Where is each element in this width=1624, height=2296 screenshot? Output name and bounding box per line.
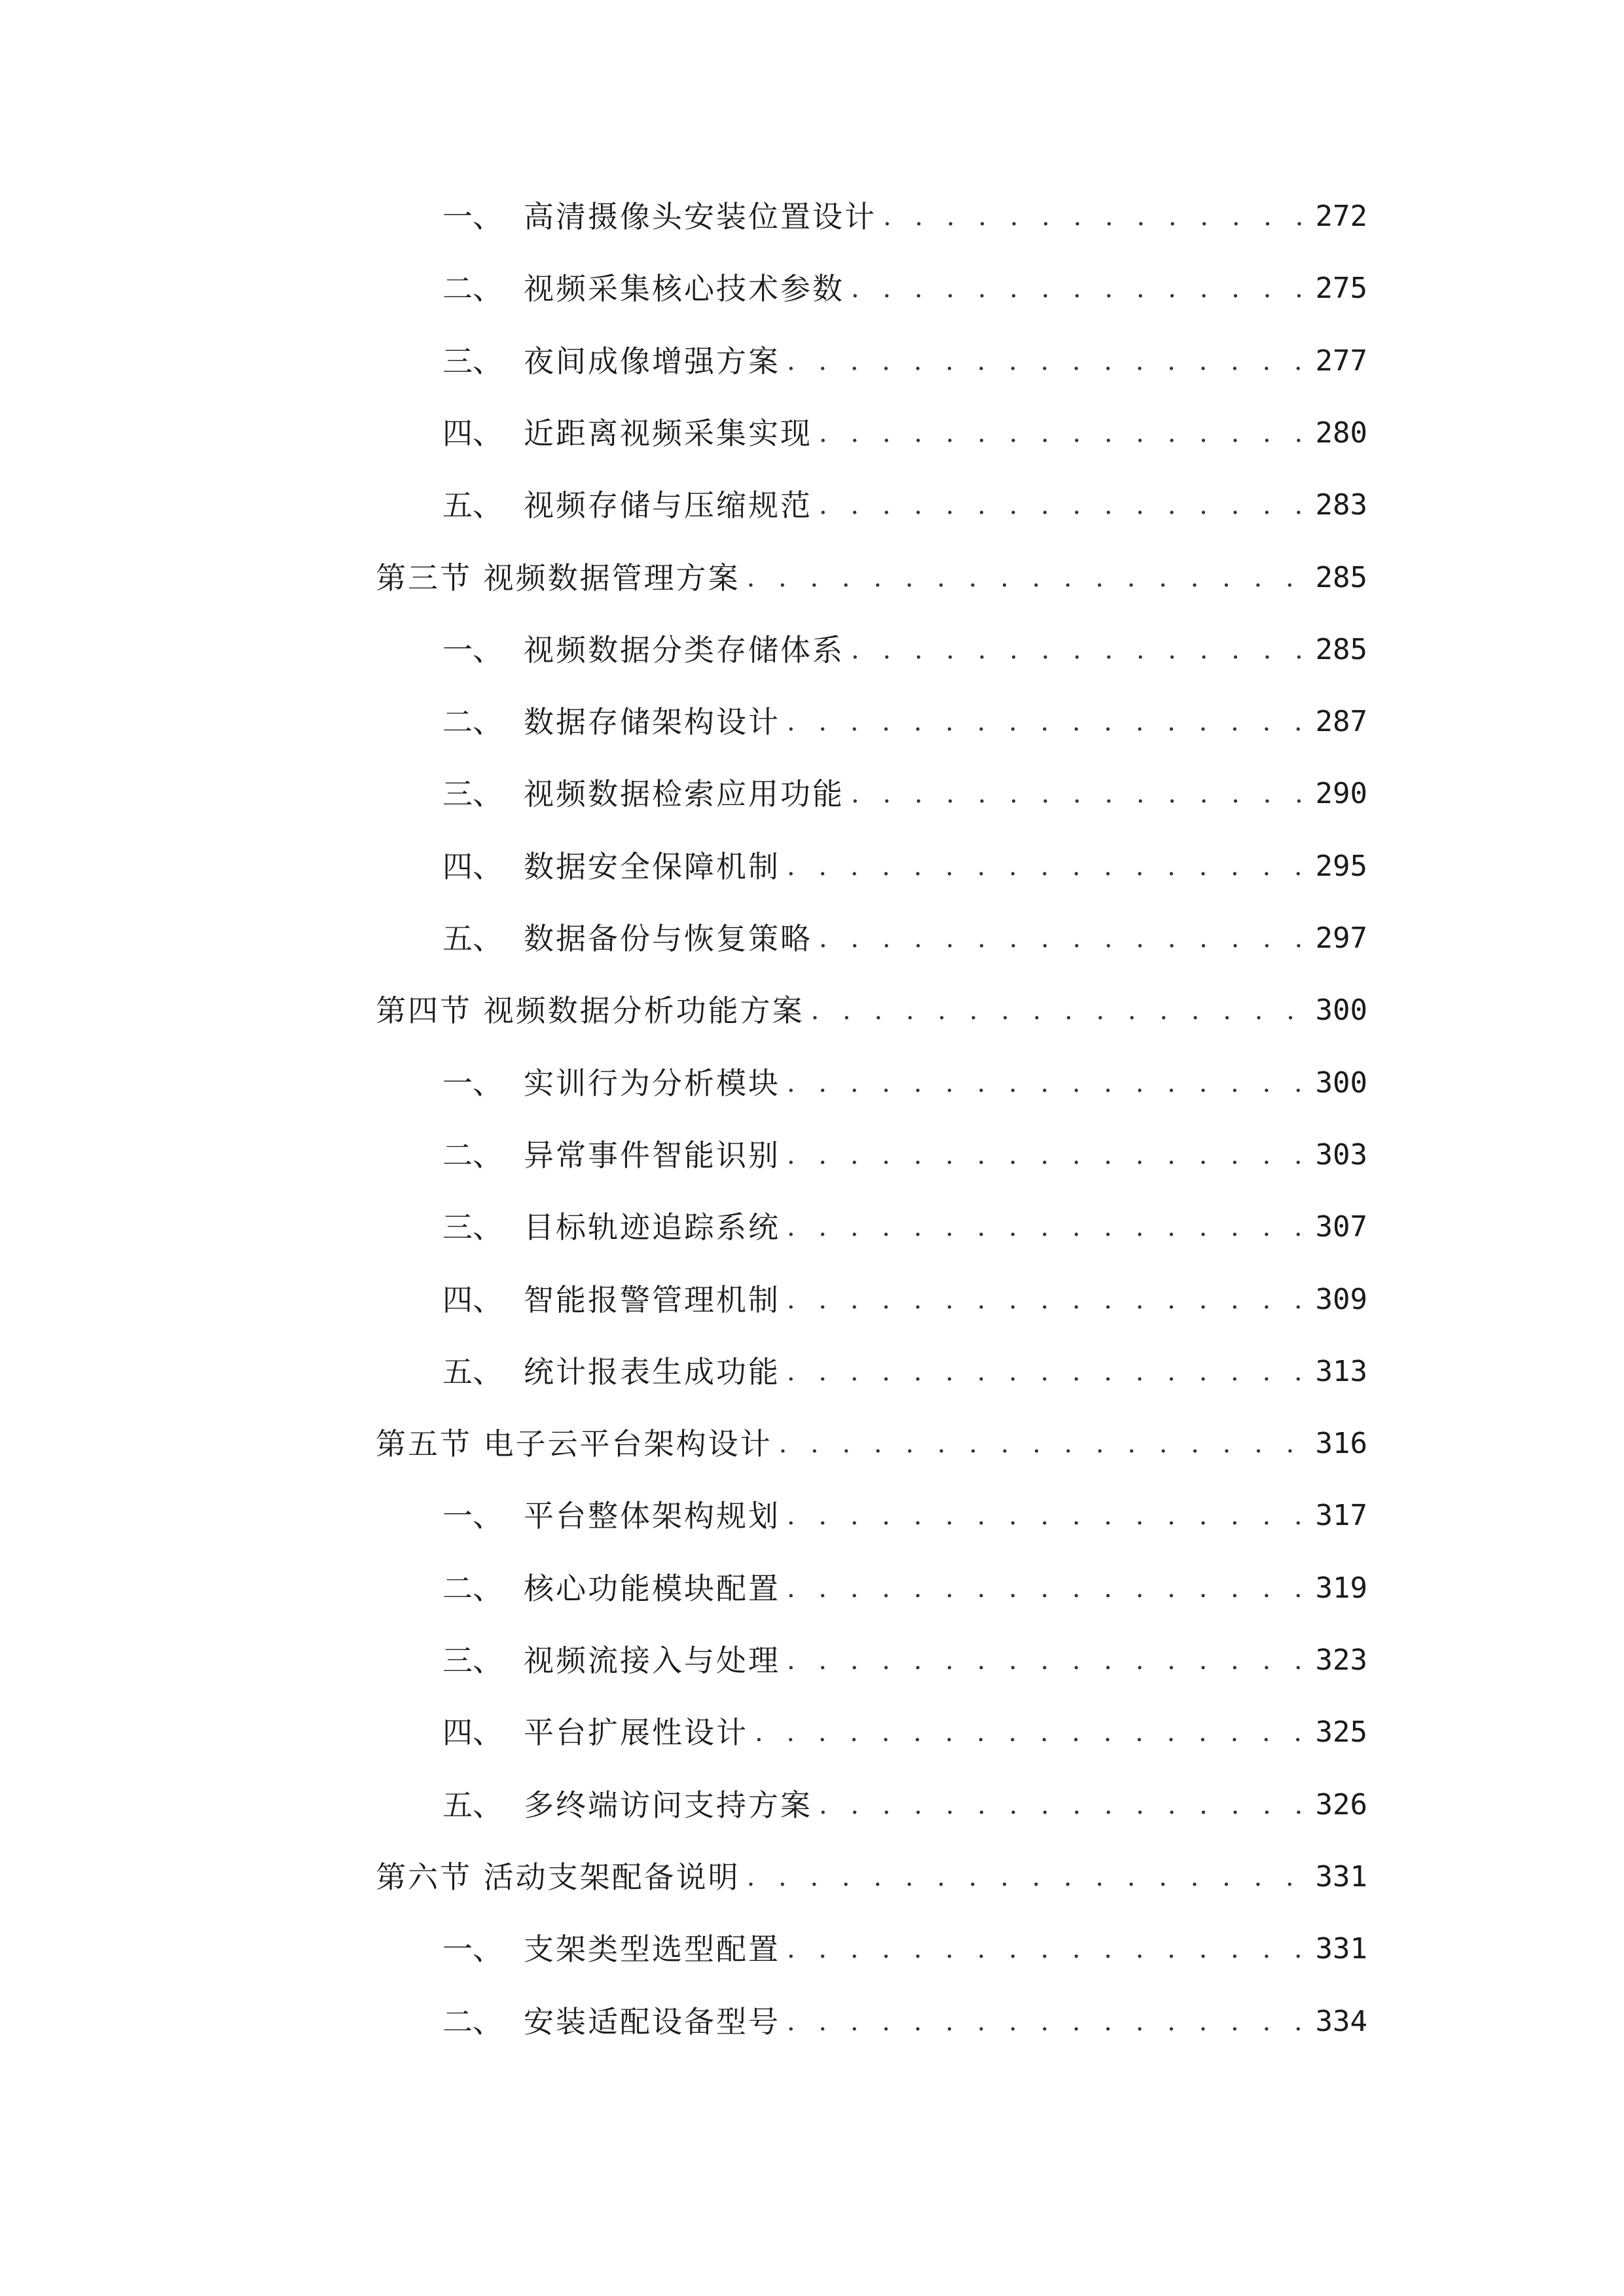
toc-entry-number: 一、 xyxy=(442,632,503,668)
toc-entry[interactable] xyxy=(442,692,1367,751)
toc-entry-title: 数据安全保障机制 xyxy=(524,849,780,884)
toc-entry[interactable] xyxy=(442,1198,1367,1257)
toc-entry-title: 数据备份与恢复策略 xyxy=(524,921,812,956)
toc-entry[interactable] xyxy=(442,1992,1367,2051)
dot-leader xyxy=(780,1198,1302,1257)
dot-leader xyxy=(812,909,1302,968)
toc-entry-number: 二、 xyxy=(442,704,503,740)
toc-entry-title: 支架类型选型配置 xyxy=(524,1931,780,1967)
toc-page-number: 309 xyxy=(1315,1283,1367,1316)
dot-leader xyxy=(740,1848,1302,1907)
toc-entry-number: 四、 xyxy=(442,1282,503,1318)
toc-entry-title: 智能报警管理机制 xyxy=(524,1282,780,1318)
dot-leader xyxy=(876,187,1302,246)
toc-entry[interactable] xyxy=(442,620,1367,679)
toc-entry-title: 视频存储与压缩规范 xyxy=(524,488,812,523)
dot-leader xyxy=(812,404,1302,463)
toc-entry-title: 视频数据检索应用功能 xyxy=(524,776,844,812)
toc-entry-title: 多终端访问支持方案 xyxy=(524,1787,812,1823)
dot-leader xyxy=(812,476,1302,535)
dot-leader xyxy=(780,1992,1302,2051)
toc-page-number: 277 xyxy=(1315,344,1367,378)
toc-entry-title: 目标轨迹追踪系统 xyxy=(524,1210,780,1245)
toc-page-number: 326 xyxy=(1315,1788,1367,1821)
toc-entry-title: 视频流接入与处理 xyxy=(524,1643,780,1678)
toc-page-number: 307 xyxy=(1315,1210,1367,1244)
toc-entry-title: 视频数据分类存储体系 xyxy=(524,632,844,668)
toc-entry-number: 三、 xyxy=(442,776,503,812)
toc-page-number: 290 xyxy=(1315,777,1367,810)
toc-entry-title: 第四节 视频数据分析功能方案 xyxy=(376,993,804,1028)
toc-entry-number: 五、 xyxy=(442,1787,503,1823)
dot-leader xyxy=(844,620,1302,679)
toc-entry-title: 统计报表生成功能 xyxy=(524,1354,780,1390)
toc-entry[interactable] xyxy=(442,1054,1367,1113)
dot-leader xyxy=(780,1486,1302,1545)
toc-entry-title: 平台整体架构规划 xyxy=(524,1498,780,1534)
toc-entry[interactable] xyxy=(442,1126,1367,1185)
toc-page-number: 275 xyxy=(1315,272,1367,305)
toc-page-number: 317 xyxy=(1315,1499,1367,1532)
toc-page-number: 272 xyxy=(1315,200,1367,233)
toc-section-heading[interactable] xyxy=(376,548,1367,607)
toc-page-number: 295 xyxy=(1315,850,1367,883)
toc-entry-number: 四、 xyxy=(442,849,503,884)
dot-leader xyxy=(780,1920,1302,1979)
toc-page-number: 300 xyxy=(1315,1066,1367,1100)
toc-entry[interactable] xyxy=(442,909,1367,968)
toc-entry-number: 三、 xyxy=(442,1210,503,1245)
toc-page-number: 331 xyxy=(1315,1860,1367,1893)
dot-leader xyxy=(780,1342,1302,1401)
toc-page-number: 303 xyxy=(1315,1138,1367,1172)
toc-entry[interactable] xyxy=(442,1270,1367,1329)
dot-leader xyxy=(748,1703,1302,1762)
toc-entry[interactable] xyxy=(442,1920,1367,1979)
toc-page-number: 280 xyxy=(1315,416,1367,450)
toc-entry-title: 高清摄像头安装位置设计 xyxy=(524,199,876,234)
toc-page-number: 331 xyxy=(1315,1932,1367,1965)
dot-leader xyxy=(844,259,1302,318)
toc-entry-title: 夜间成像增强方案 xyxy=(524,344,780,379)
toc-entry-number: 三、 xyxy=(442,1643,503,1678)
toc-entry[interactable] xyxy=(442,1631,1367,1690)
toc-entry-number: 四、 xyxy=(442,1715,503,1750)
toc-page-number: 285 xyxy=(1315,633,1367,666)
dot-leader xyxy=(844,764,1302,823)
toc-page-number: 319 xyxy=(1315,1571,1367,1605)
toc-entry[interactable] xyxy=(442,1486,1367,1545)
dot-leader xyxy=(780,692,1302,751)
toc-entry[interactable] xyxy=(442,404,1367,463)
toc-entry-title: 实训行为分析模块 xyxy=(524,1066,780,1101)
toc-entry-title: 数据存储架构设计 xyxy=(524,704,780,740)
toc-page-number: 283 xyxy=(1315,488,1367,522)
toc-entry[interactable] xyxy=(442,1703,1367,1762)
dot-leader xyxy=(780,1631,1302,1690)
toc-entry-number: 五、 xyxy=(442,488,503,523)
toc-page-number: 334 xyxy=(1315,2005,1367,2038)
dot-leader xyxy=(780,1126,1302,1185)
toc-page-number: 325 xyxy=(1315,1715,1367,1749)
toc-section-heading[interactable] xyxy=(376,1848,1367,1907)
toc-entry-title: 近距离视频采集实现 xyxy=(524,416,812,451)
toc-entry-number: 二、 xyxy=(442,1571,503,1606)
dot-leader xyxy=(804,981,1302,1040)
toc-entry-title: 安装适配设备型号 xyxy=(524,2004,780,2039)
toc-entry[interactable] xyxy=(442,837,1367,896)
toc-entry[interactable] xyxy=(442,332,1367,391)
toc-entry[interactable] xyxy=(442,1776,1367,1835)
toc-entry[interactable] xyxy=(442,1559,1367,1618)
toc-entry-title: 第五节 电子云平台架构设计 xyxy=(376,1426,772,1462)
toc-entry[interactable] xyxy=(442,1342,1367,1401)
toc-section-heading[interactable] xyxy=(376,981,1367,1040)
dot-leader xyxy=(780,837,1302,896)
toc-entry-number: 一、 xyxy=(442,1931,503,1967)
toc-page-number: 323 xyxy=(1315,1643,1367,1677)
toc-page-number: 287 xyxy=(1315,705,1367,738)
toc-page-number: 313 xyxy=(1315,1355,1367,1388)
toc-entry[interactable] xyxy=(442,476,1367,535)
toc-entry-number: 四、 xyxy=(442,416,503,451)
dot-leader xyxy=(812,1776,1302,1835)
toc-entry-number: 二、 xyxy=(442,1138,503,1173)
toc-entry-number: 五、 xyxy=(442,921,503,956)
toc-page-number: 300 xyxy=(1315,994,1367,1027)
toc-entry-title: 第三节 视频数据管理方案 xyxy=(376,560,740,596)
dot-leader xyxy=(780,1054,1302,1113)
toc-section-heading[interactable] xyxy=(376,1414,1367,1473)
toc-entry-title: 第六节 活动支架配备说明 xyxy=(376,1859,740,1895)
toc-entry-title: 核心功能模块配置 xyxy=(524,1571,780,1606)
toc-entry-number: 一、 xyxy=(442,1498,503,1534)
toc-entry-number: 三、 xyxy=(442,344,503,379)
toc-entry-title: 异常事件智能识别 xyxy=(524,1138,780,1173)
toc-entry-title: 视频采集核心技术参数 xyxy=(524,271,844,306)
toc-entry[interactable] xyxy=(442,764,1367,823)
toc-page-number: 297 xyxy=(1315,922,1367,955)
toc-entry-number: 一、 xyxy=(442,1066,503,1101)
toc-entry[interactable] xyxy=(442,259,1367,318)
toc-entry-number: 五、 xyxy=(442,1354,503,1390)
toc-entry-title: 平台扩展性设计 xyxy=(524,1715,748,1750)
dot-leader xyxy=(780,1559,1302,1618)
toc-entry-number: 二、 xyxy=(442,2004,503,2039)
dot-leader xyxy=(772,1414,1302,1473)
dot-leader xyxy=(780,332,1302,391)
dot-leader xyxy=(740,548,1302,607)
toc-page-number: 316 xyxy=(1315,1427,1367,1460)
toc-entry-number: 一、 xyxy=(442,199,503,234)
dot-leader xyxy=(780,1270,1302,1329)
toc-entry-number: 二、 xyxy=(442,271,503,306)
toc-entry[interactable] xyxy=(442,187,1367,246)
toc-page-number: 285 xyxy=(1315,561,1367,594)
